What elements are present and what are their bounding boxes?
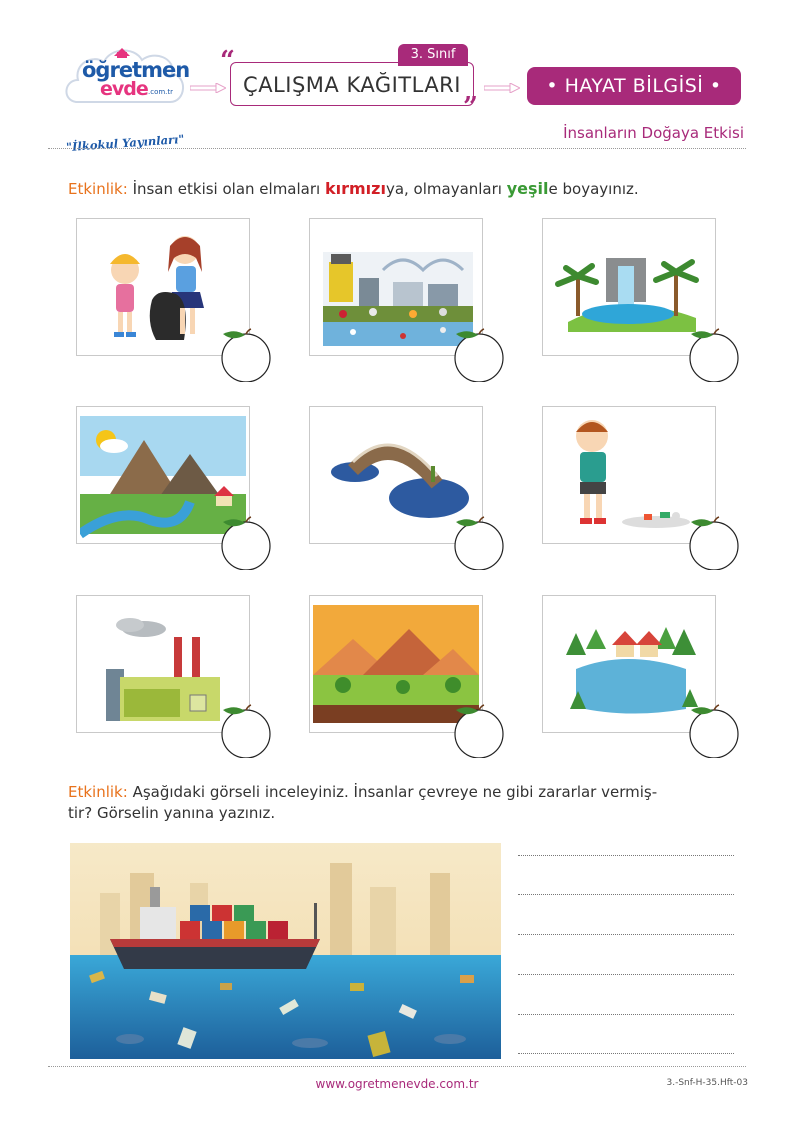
arrow-right-icon [484,83,520,93]
activity2-instruction [68,782,657,824]
instruction-text: ya, olmayanları [385,180,507,198]
answer-line[interactable] [518,1014,734,1015]
answer-line[interactable] [518,1053,734,1054]
activity-label: Etkinlik: [68,180,128,198]
footer-code: 3.-Snf-H-35.Hft-03 [666,1078,748,1088]
footer-url[interactable]: www.ogretmenevde.com.tr [315,1077,479,1091]
answer-line[interactable] [518,974,734,975]
instruction-text: İnsan etkisi olan elmaları [127,180,325,198]
subject-badge: • HAYAT BİLGİSİ • [527,67,741,105]
logo-tagline: "İlkokul Yayınları" [65,131,185,155]
arrow-right-icon [190,83,226,93]
logo-domain: .com.tr [148,88,174,96]
instruction-text: e boyayınız. [548,180,639,198]
close-quote-icon: ” [463,92,478,122]
answer-line[interactable] [518,934,734,935]
logo-wordmark-2: evde [100,78,148,100]
divider [48,148,746,149]
apple-outline-icon[interactable] [685,328,743,382]
activity-label: Etkinlik: [68,783,128,801]
apple-outline-icon[interactable] [685,516,743,570]
red-keyword: kırmızı [324,179,386,198]
logo [62,40,190,155]
activity1-instruction [68,178,639,200]
topic-title: İnsanların Doğaya Etkisi [563,124,744,142]
worksheet-title: ÇALIŞMA KAĞITLARI [243,73,461,97]
apple-outline-icon[interactable] [685,704,743,758]
logo-wordmark-1: öğretmen [82,58,190,82]
answer-line[interactable] [518,855,734,856]
divider [48,1066,746,1067]
apple-outline-icon[interactable] [450,516,508,570]
answer-line[interactable] [518,894,734,895]
grade-tab: 3. Sınıf [398,44,468,66]
worksheet-title-box [230,62,474,106]
polluted-sea-ship-image [70,843,501,1059]
instruction-text: tir? Görselin yanına yazınız. [68,804,276,822]
apple-outline-icon[interactable] [450,704,508,758]
green-keyword: yeşil [506,179,549,198]
apple-outline-icon[interactable] [217,328,275,382]
apple-outline-icon[interactable] [450,328,508,382]
instruction-text: Aşağıdaki görseli inceleyiniz. İnsanlar çevreye ne gibi zararlar vermiş- [127,783,658,801]
apple-outline-icon[interactable] [217,516,275,570]
open-quote-icon: “ [220,46,235,76]
apple-outline-icon[interactable] [217,704,275,758]
